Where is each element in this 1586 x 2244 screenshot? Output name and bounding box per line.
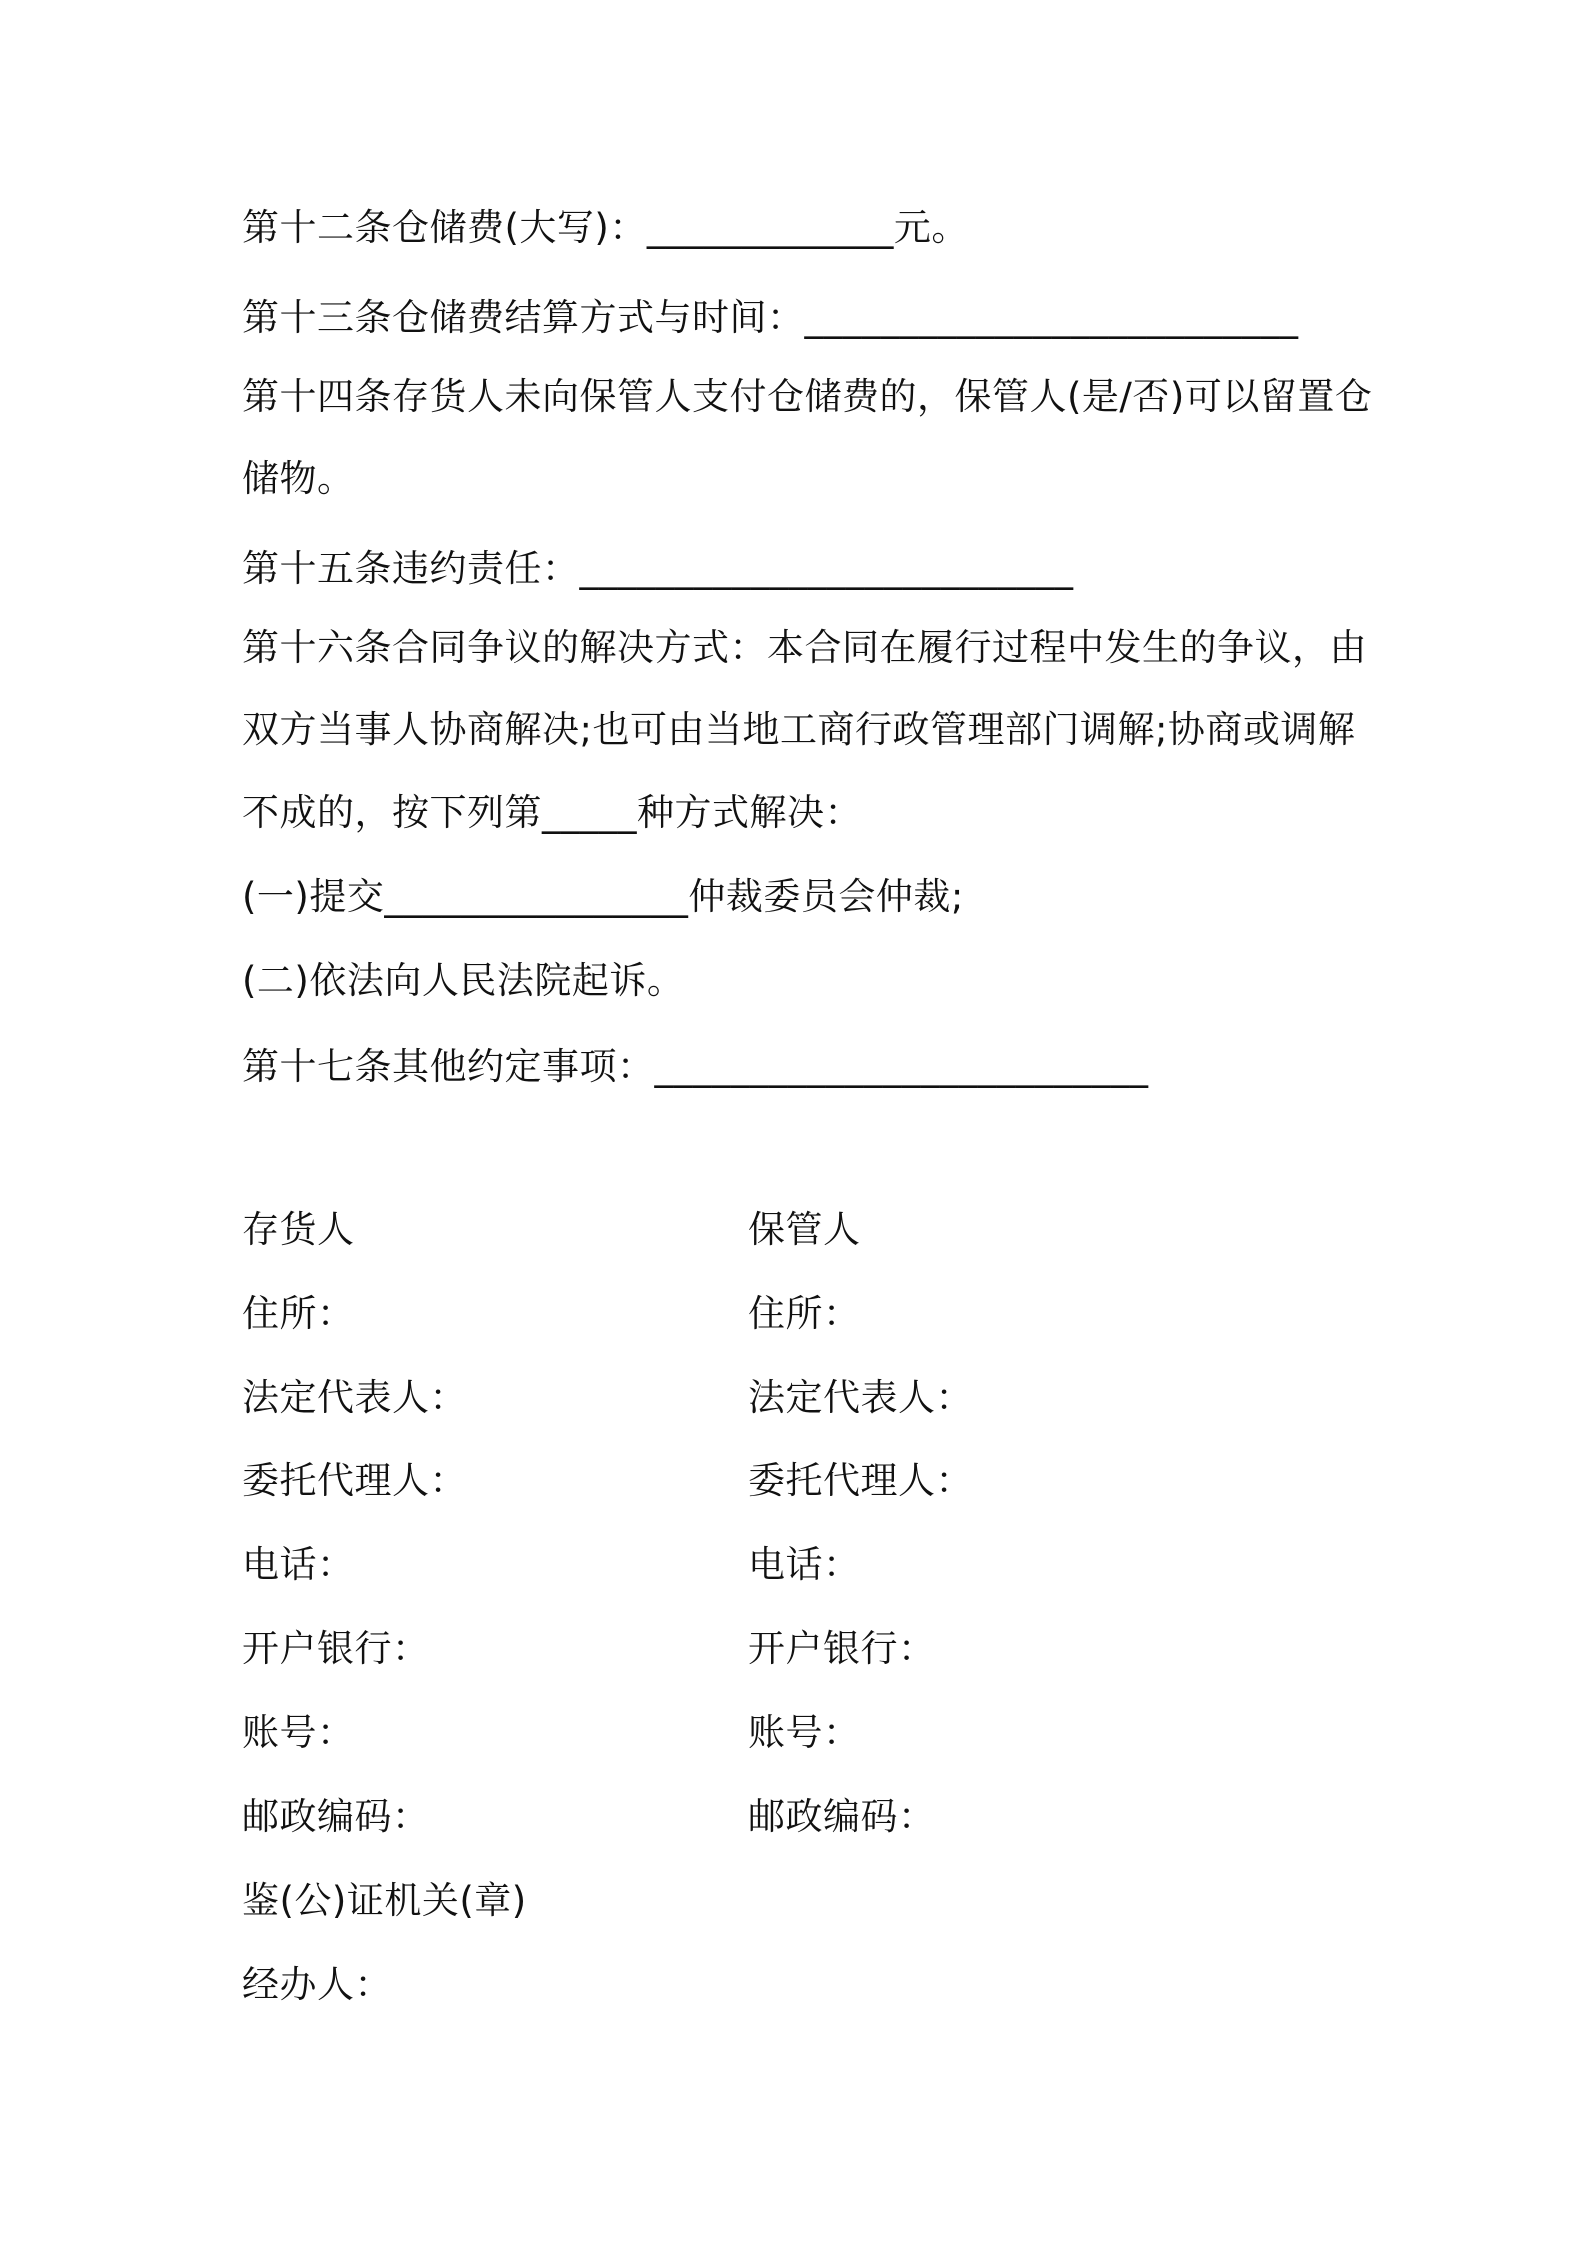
depositor-agent-label: 委托代理人： bbox=[242, 1459, 467, 1502]
handler-label: 经办人： bbox=[242, 1963, 392, 2006]
clause-14-line-1: 第十四条存货人未向保管人支付仓储费的，保管人(是/否)可以留置仓 bbox=[242, 375, 1373, 418]
custodian-phone-label: 电话： bbox=[748, 1543, 861, 1586]
clause-16-line-1: 第十六条合同争议的解决方式：本合同在履行过程中发生的争议，由 bbox=[242, 626, 1367, 669]
clause-16-line-3: 不成的，按下列第_____种方式解决： bbox=[242, 791, 862, 834]
depositor-address-label: 住所： bbox=[242, 1292, 355, 1335]
clause-16-option-1: (一)提交________________仲裁委员会仲裁; bbox=[242, 875, 964, 918]
custodian-title: 保管人 bbox=[748, 1208, 861, 1251]
custodian-bank-label: 开户银行： bbox=[748, 1627, 936, 1670]
depositor-bank-label: 开户银行： bbox=[242, 1627, 430, 1670]
clause-16-line-2: 双方当事人协商解决;也可由当地工商行政管理部门调解;协商或调解 bbox=[242, 708, 1356, 751]
custodian-legal-rep-label: 法定代表人： bbox=[748, 1376, 973, 1419]
clause-12: 第十二条仓储费(大写)：_____________元。 bbox=[242, 206, 969, 249]
depositor-legal-rep-label: 法定代表人： bbox=[242, 1376, 467, 1419]
custodian-postcode-label: 邮政编码： bbox=[748, 1795, 936, 1838]
custodian-agent-label: 委托代理人： bbox=[748, 1459, 973, 1502]
clause-14-line-2: 储物。 bbox=[242, 457, 355, 500]
depositor-title: 存货人 bbox=[242, 1208, 355, 1251]
clause-15: 第十五条违约责任：__________________________ bbox=[242, 547, 1074, 590]
custodian-address-label: 住所： bbox=[748, 1292, 861, 1335]
clause-16-option-2: (二)依法向人民法院起诉。 bbox=[242, 959, 685, 1002]
depositor-phone-label: 电话： bbox=[242, 1543, 355, 1586]
notary-seal-label: 鉴(公)证机关(章) bbox=[242, 1879, 527, 1922]
depositor-postcode-label: 邮政编码： bbox=[242, 1795, 430, 1838]
clause-13: 第十三条仓储费结算方式与时间：__________________________ bbox=[242, 296, 1299, 339]
custodian-account-label: 账号： bbox=[748, 1711, 861, 1754]
clause-17: 第十七条其他约定事项：__________________________ bbox=[242, 1045, 1149, 1088]
depositor-account-label: 账号： bbox=[242, 1711, 355, 1754]
